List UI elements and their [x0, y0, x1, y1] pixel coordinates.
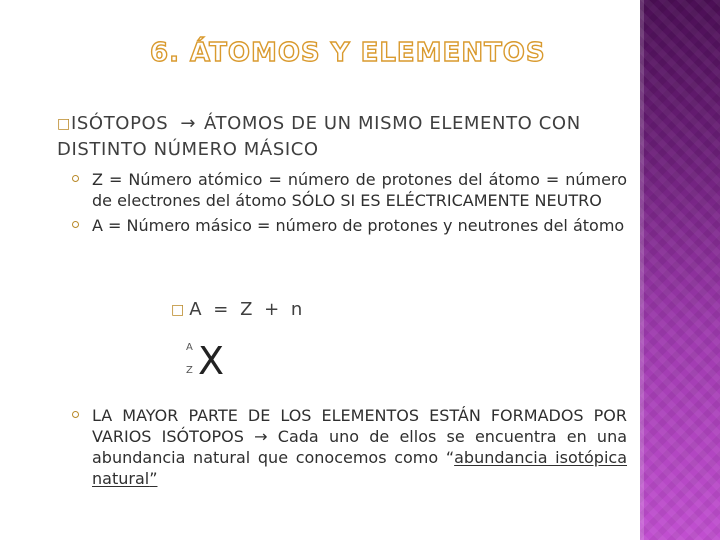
final-bullet-part1: LA MAYOR PARTE DE LOS ELEMENTOS ESTÁN FORMADOS POR VARIOS ISÓTOPOS [92, 406, 627, 446]
right-arrow-icon: → [254, 427, 268, 446]
slide-title: 6. ÁTOMOS Y ELEMENTOS [150, 38, 546, 68]
element-symbol: X [198, 339, 225, 383]
bullet-a-text: A = Número másico = número de protones y neutrones del átomo [92, 216, 625, 235]
formula-text: A = Z + n [189, 299, 306, 320]
atomic-notation [186, 339, 236, 383]
bullet-a-definition [67, 215, 627, 236]
final-bullet-list [67, 405, 627, 489]
bullet-z-text: Z = Número atómico = número de protones del átomo = número de electrones del átomo SÓLO SI ES ELÉCTRICAMENTE NEUTRO [92, 170, 627, 210]
bullet-z-definition [67, 169, 627, 211]
right-arrow-icon: → [180, 113, 197, 134]
square-bullet-icon: □ [57, 116, 71, 132]
abundancia-emphasis: abundancia isotópica natural [92, 448, 628, 488]
closing-quote: ” [149, 469, 158, 488]
formula-line [171, 299, 305, 320]
isotopos-term: ISÓTOPOS [71, 113, 169, 134]
square-bullet-icon: □ [171, 302, 185, 318]
bullet-isotopes-abundance [67, 405, 627, 489]
definition-bullets [67, 169, 627, 240]
atomic-number: Z [186, 365, 193, 376]
mass-number: A [186, 342, 193, 353]
isotopos-definition [57, 111, 637, 163]
isotopos-definition-text: ÁTOMOS DE UN MISMO ELEMENTO CON DISTINTO NÚMERO MÁSICO [57, 113, 581, 160]
decorative-side-panel [640, 0, 720, 540]
final-bullet-part2: Cada uno de ellos se encuentra en una abundancia natural que conocemos como “ [92, 427, 628, 467]
